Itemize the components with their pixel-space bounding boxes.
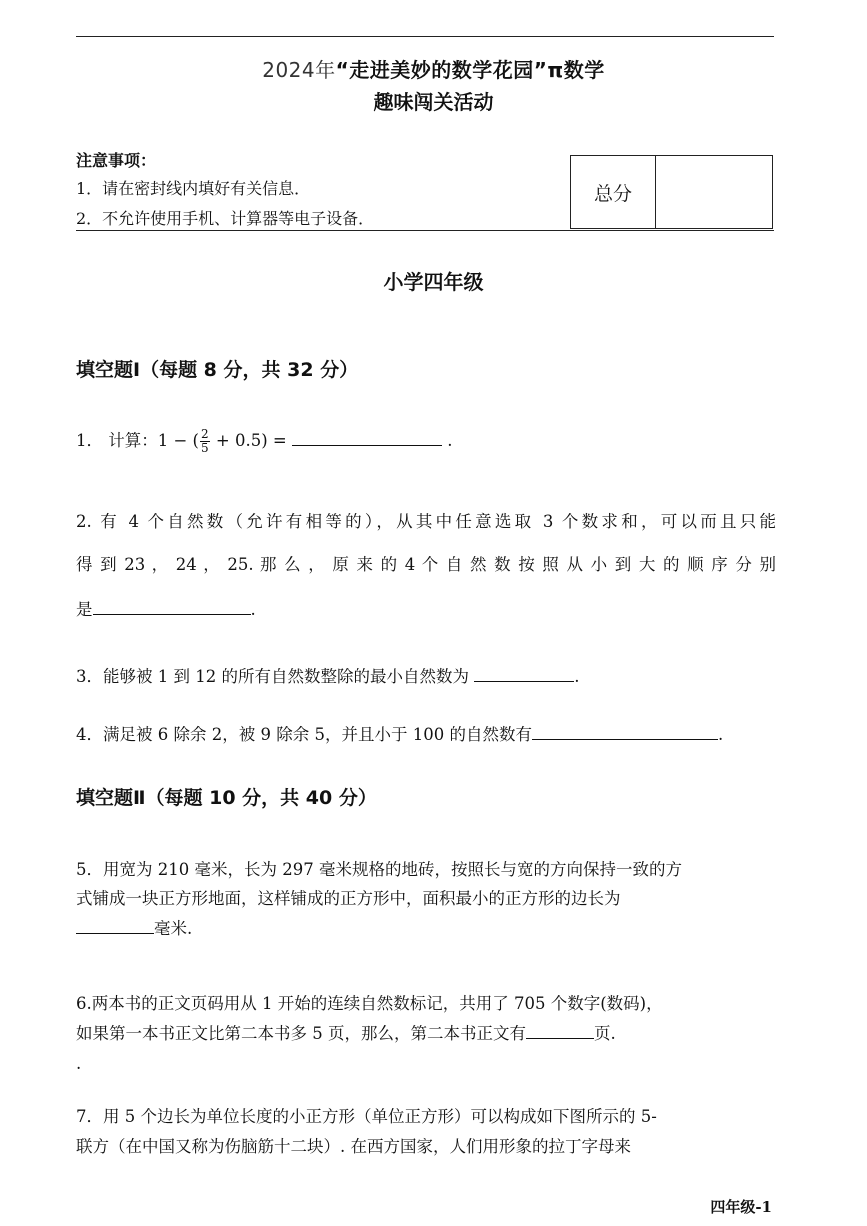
question-7-line-2: 联方（在中国又称为伤脑筋十二块）. 在西方国家，人们用形象的拉丁字母来 xyxy=(76,1137,631,1156)
q5-end: 毫米. xyxy=(154,919,193,938)
q2-prefix: 是 xyxy=(76,600,93,619)
question-2-line-3 xyxy=(76,591,776,629)
title-year: 2024年 xyxy=(262,58,336,82)
page-title xyxy=(0,54,867,83)
question-6-stray-dot: . xyxy=(76,1054,82,1073)
q4-end: . xyxy=(717,725,724,744)
notice-heading: 注意事项： xyxy=(76,151,157,170)
question-2-line-2: 得 到 23 ， 24 ， 25. 那 么 ， 原 来 的 4 个 自 然 数 按 照 从 小 到 大 的 顺 序 分 别 xyxy=(76,555,776,574)
top-rule xyxy=(76,36,774,37)
q3-text: 3．能够被 1 到 12 的所有自然数整除的最小自然数为 xyxy=(76,667,475,686)
q1-prefix: 1． 计算：1 − ( xyxy=(76,431,199,450)
q3-end: . xyxy=(574,667,580,686)
notice-item-2: 2．不允许使用手机、计算器等电子设备． xyxy=(76,209,375,228)
q6-answer-blank[interactable] xyxy=(526,1020,594,1039)
q1-frac-den: 5 xyxy=(201,441,209,455)
title-main: “走进美妙的数学花园”π数学 xyxy=(335,58,605,82)
q1-suffix: + 0.5) = xyxy=(210,431,292,450)
q1-end: . xyxy=(441,431,453,450)
question-3 xyxy=(76,658,776,696)
section-1-title: 填空题Ⅰ（每题 8 分，共 32 分） xyxy=(76,359,359,381)
total-score-box xyxy=(570,155,773,229)
question-5-line-1: 5．用宽为 210 毫米，长为 297 毫米规格的地砖，按照长与宽的方向保持一致的方 xyxy=(76,860,682,879)
q5-answer-blank[interactable] xyxy=(76,915,154,934)
q3-answer-blank[interactable] xyxy=(474,663,574,682)
q4-text: 4．满足被 6 除余 2，被 9 除余 5，并且小于 100 的自然数有 xyxy=(76,725,532,744)
notice-item-1: 1．请在密封线内填好有关信息． xyxy=(76,179,311,198)
page-subtitle: 趣味闯关活动 xyxy=(373,90,494,114)
question-5-line-2: 式铺成一块正方形地面，这样铺成的正方形中，面积最小的正方形的边长为 xyxy=(76,889,621,908)
total-score-field[interactable] xyxy=(656,156,772,228)
question-2-line-1: 2. 有 4 个自然数（允许有相等的），从其中任意选取 3 个数求和，可以而且只能 xyxy=(76,512,776,531)
total-score-label: 总分 xyxy=(571,156,656,228)
q6-text: 如果第一本书正文比第二本书多 5 页，那么，第二本书正文有 xyxy=(76,1024,526,1043)
header-bottom-rule xyxy=(76,230,774,231)
question-6-line-1: 6.两本书的正文页码用从 1 开始的连续自然数标记，共用了 705 个数字(数码)， xyxy=(76,994,663,1013)
q4-answer-blank[interactable] xyxy=(532,721,718,740)
q1-fraction xyxy=(200,428,210,455)
grade-heading: 小学四年级 xyxy=(383,270,484,294)
question-7-line-1: 7．用 5 个边长为单位长度的小正方形（单位正方形）可以构成如下图所示的 5- xyxy=(76,1107,657,1126)
q1-answer-blank[interactable] xyxy=(292,427,442,446)
q2-answer-blank[interactable] xyxy=(93,596,251,615)
question-4 xyxy=(76,716,776,754)
section-2-title: 填空题Ⅱ（每题 10 分，共 40 分） xyxy=(76,787,377,809)
page-number: 四年级-1 xyxy=(710,1198,772,1216)
q6-end: 页. xyxy=(594,1024,616,1043)
question-1 xyxy=(76,422,776,460)
q1-frac-num: 2 xyxy=(201,427,209,441)
question-5-line-3 xyxy=(76,910,776,948)
q2-end: . xyxy=(250,600,256,619)
